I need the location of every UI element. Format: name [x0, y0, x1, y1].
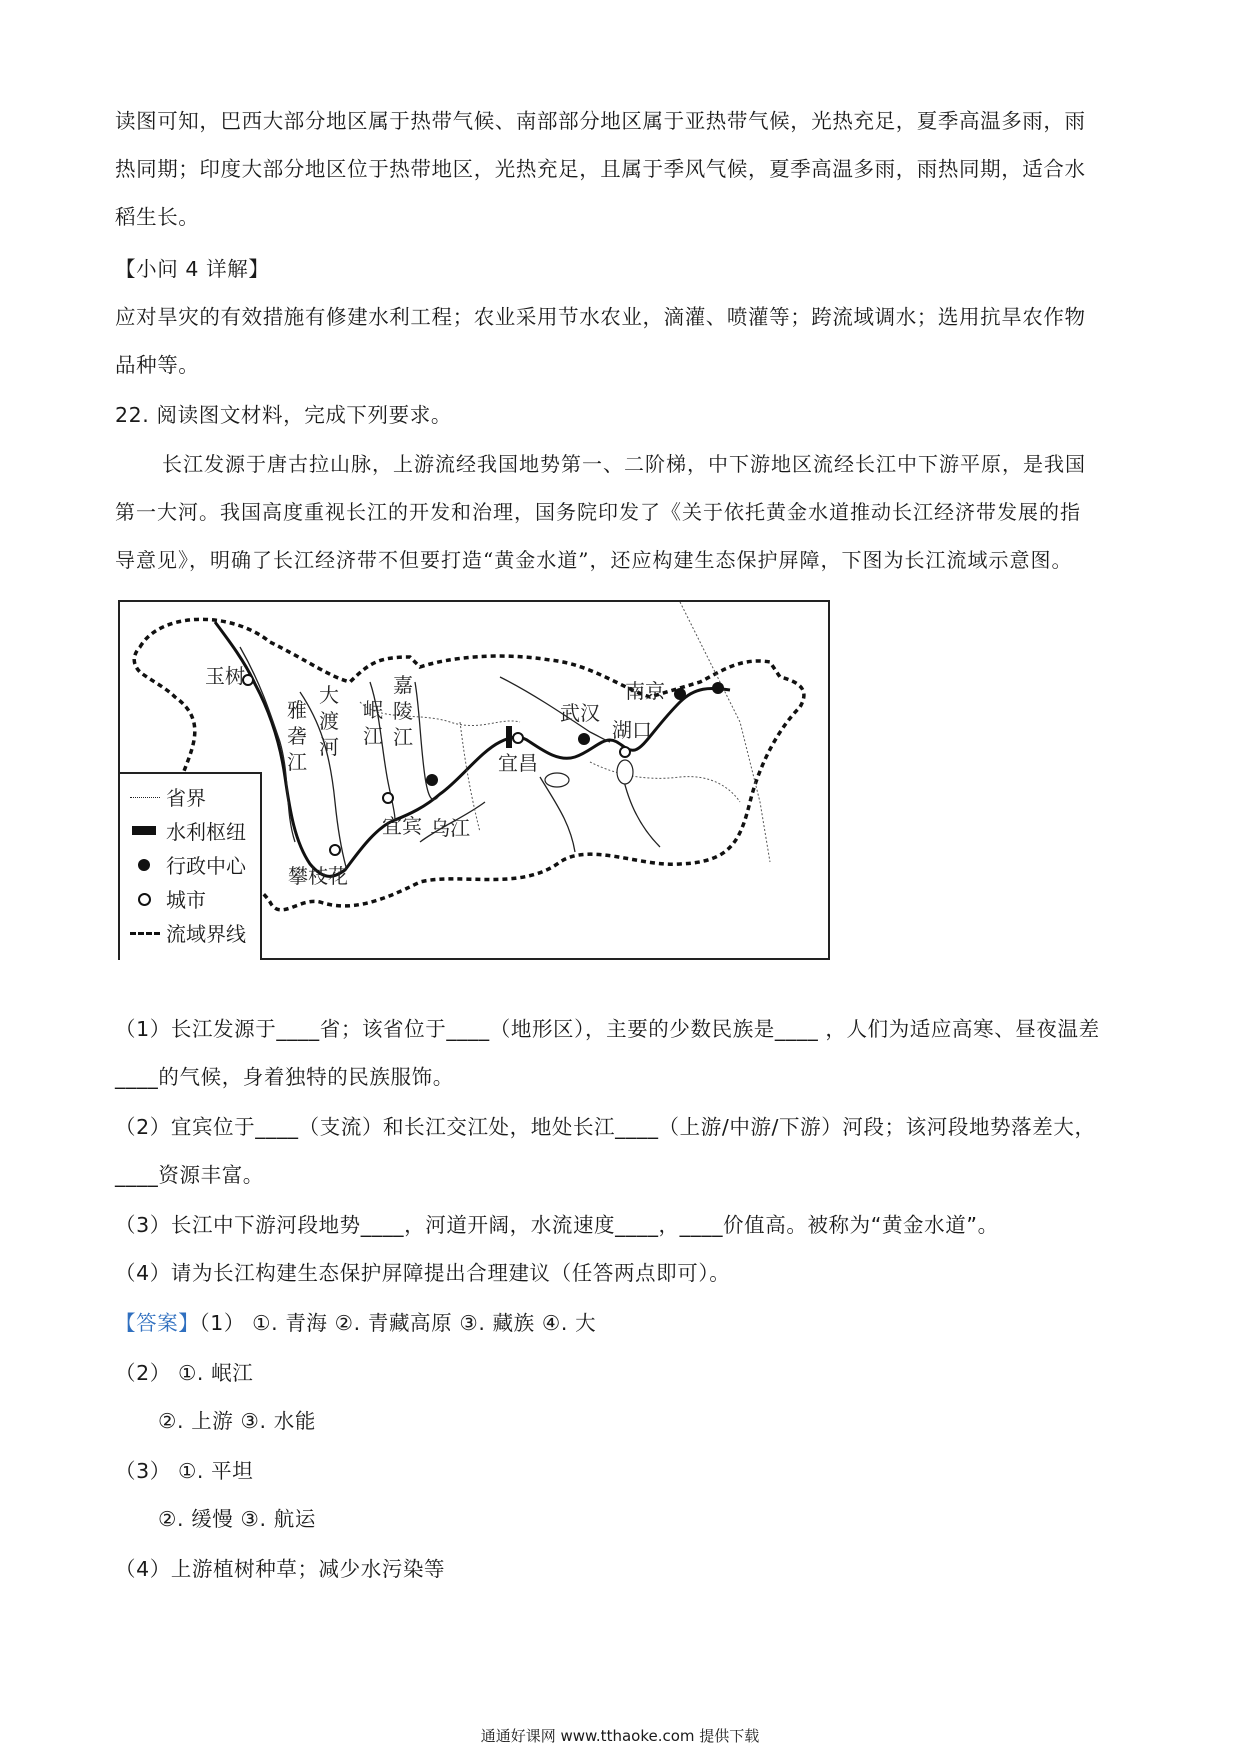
- label-yushu: 玉树: [205, 664, 245, 688]
- q1-line-2: ____的气候，身着独特的民族服饰。: [115, 1065, 454, 1089]
- label-yichang: 宜昌: [498, 751, 538, 775]
- admin-marker-nanjing: [674, 688, 686, 700]
- q1-line-1: （1）长江发源于____省；该省位于____（地形区），主要的少数民族是____ ，人们为适应高寒、昼夜温差: [115, 1017, 1100, 1041]
- admin-marker-chengdu: [426, 774, 438, 786]
- answer-3-line-1: （3） ①. 平坦: [115, 1459, 254, 1483]
- material-line-1: 长江发源于唐古拉山脉，上游流经我国地势第一、二阶梯，中下游地区流经长江中下游平原，是我国: [162, 452, 1086, 476]
- label-jialing-river: 嘉陵江: [393, 673, 413, 749]
- dam-three-gorges: [506, 726, 512, 748]
- label-hukou: 湖口: [612, 718, 652, 742]
- q4-line: （4）请为长江构建生态保护屏障提出合理建议（任答两点即可）。: [115, 1261, 731, 1285]
- legend-province: 省界: [130, 782, 206, 811]
- q3-line: （3）长江中下游河段地势____，河道开阔，水流速度____，____价值高。被称为“黄金水道”。: [115, 1213, 999, 1237]
- intro-line-3: 稻生长。: [115, 205, 200, 229]
- yangtze-basin-map: [118, 600, 830, 960]
- answer-label: 【答案】: [115, 1311, 200, 1335]
- city-marker-panzhihua: [330, 845, 340, 855]
- province-border-3: [590, 762, 740, 802]
- legend-admin: 行政中心: [130, 850, 246, 879]
- label-wuhan: 武汉: [560, 701, 600, 725]
- label-wu-river: 乌江: [430, 816, 470, 840]
- city-marker-hukou: [620, 747, 630, 757]
- legend-dam: 水利枢纽: [130, 816, 246, 845]
- city-marker-yibin: [383, 793, 393, 803]
- q4-detail-line-2: 品种等。: [115, 353, 200, 377]
- material-line-2: 第一大河。我国高度重视长江的开发和治理，国务院印发了《关于依托黄金水道推动长江经济带发展的指: [115, 500, 1081, 524]
- province-border-4: [680, 602, 770, 862]
- intro-line-1: 读图可知，巴西大部分地区属于热带气候、南部部分地区属于亚热带气候，光热充足，夏季高温多雨，雨: [115, 109, 1086, 133]
- province-border-1: [360, 702, 520, 726]
- label-yibin: 宜宾: [382, 814, 422, 838]
- tributary-xiang: [540, 777, 575, 852]
- page-footer: 通通好课网 www.tthaoke.com 提供下载: [480, 1727, 760, 1745]
- label-min-river: 岷江: [363, 698, 383, 748]
- q4-detail-line-1: 应对旱灾的有效措施有修建水利工程；农业采用节水农业，滴灌、喷灌等；跨流域调水；选用抗旱农作物: [115, 305, 1086, 329]
- question-22-title: 22. 阅读图文材料，完成下列要求。: [115, 403, 452, 427]
- answer-4: （4）上游植树种草；减少水污染等: [115, 1557, 446, 1581]
- answer-1-text: （1） ①. 青海 ②. 青藏高原 ③. 藏族 ④. 大: [199, 1311, 597, 1335]
- material-line-3: 导意见》，明确了长江经济带不但要打造“黄金水道”，还应构建生态保护屏障，下图为长江流域示意图。: [115, 548, 1073, 572]
- answer-1: [115, 1306, 596, 1336]
- q2-line-2: ____资源丰富。: [115, 1163, 264, 1187]
- map-legend: [120, 772, 262, 960]
- city-marker-yichang: [513, 733, 523, 743]
- label-yalong-river: 雅砻江: [287, 698, 307, 774]
- label-nanjing: 南京: [625, 679, 665, 703]
- intro-line-2: 热同期；印度大部分地区位于热带地区，光热充足，且属于季风气候，夏季高温多雨，雨热同期，适合水: [115, 157, 1086, 181]
- legend-basin: 流域界线: [130, 918, 246, 947]
- q4-detail-heading: 【小问 4 详解】: [115, 257, 270, 281]
- admin-marker-wuhan: [578, 733, 590, 745]
- label-dadu-river: 大渡河: [319, 683, 339, 759]
- answer-3-line-2: ②. 缓慢 ③. 航运: [158, 1507, 316, 1531]
- lake-poyang: [617, 760, 633, 784]
- legend-city: 城市: [130, 884, 206, 913]
- answer-2-line-1: （2） ①. 岷江: [115, 1361, 254, 1385]
- lake-dongting: [545, 773, 569, 787]
- admin-marker-shanghai: [712, 682, 724, 694]
- answer-2-line-2: ②. 上游 ③. 水能: [158, 1409, 316, 1433]
- q2-line-1: （2）宜宾位于____（支流）和长江交江处，地处长江____（上游/中游/下游）河段；该河段地势落差大，: [115, 1115, 1096, 1139]
- label-panzhihua: 攀枝花: [288, 864, 348, 888]
